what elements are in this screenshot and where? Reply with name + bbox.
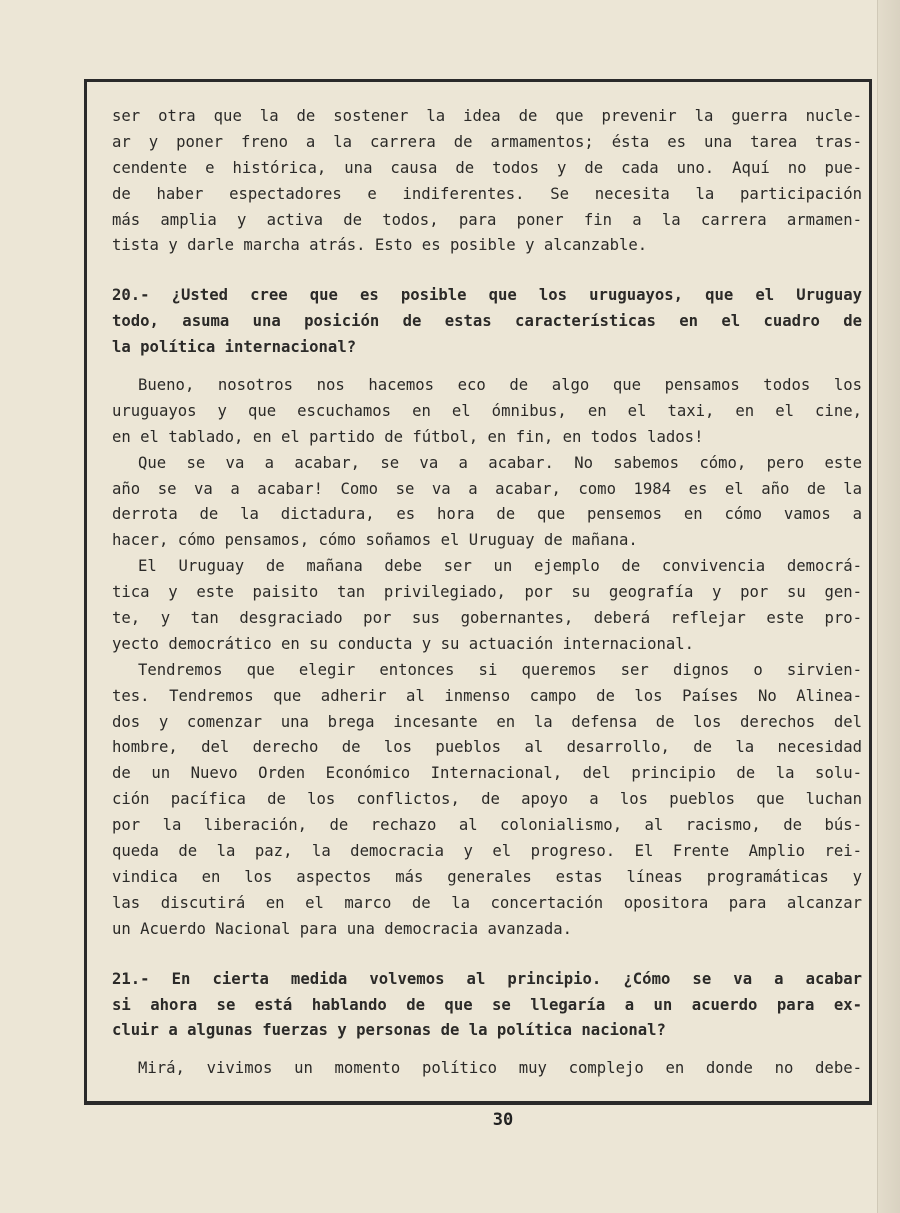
question-line: si ahora se está hablando de que se llegaría a un acuerdo para ex- <box>112 995 862 1014</box>
text-line: en el tablado, en el partido de fútbol, en fin, en todos lados! <box>112 427 704 446</box>
paragraph-1 <box>112 104 862 259</box>
text-line: de un Nuevo Orden Económico Internacional, del principio de la solu- <box>112 764 862 783</box>
text-line: ser otra que la de sostener la idea de que prevenir la guerra nucle- <box>112 107 862 125</box>
text-line: vindica en los aspectos más generales estas líneas programáticas y <box>112 867 862 886</box>
text-line: tica y este paisito tan privilegiado, por su geografía y por su gen- <box>112 583 862 602</box>
page-number: 30 <box>492 1110 514 1130</box>
text-line: año se va a acabar! Como se va a acabar, como 1984 es el año de la <box>112 479 862 498</box>
text-line: por la liberación, de rechazo al colonialismo, al racismo, de bús- <box>112 816 862 835</box>
text-line: yecto democrático en su conducta y su actuación internacional. <box>112 634 695 653</box>
text-line: ar y poner freno a la carrera de armamentos; ésta es una tarea tras- <box>112 132 862 151</box>
answer-20-paragraph-4 <box>112 658 862 943</box>
text-line: dos y comenzar una brega incesante en la defensa de los derechos del <box>112 712 862 731</box>
page-body <box>112 104 862 1082</box>
text-line: Tendremos que elegir entonces si queremos ser dignos o sirvien- <box>138 660 862 679</box>
question-line: cluir a algunas fuerzas y personas de la política nacional? <box>112 1021 666 1040</box>
answer-21-paragraph-1 <box>112 1056 862 1082</box>
answer-20-paragraph-2 <box>112 451 862 555</box>
text-line: te, y tan desgraciado por sus gobernantes, deberá reflejar este pro- <box>112 609 862 628</box>
page-edge <box>877 0 900 1213</box>
text-line: cendente e histórica, una causa de todos y de cada uno. Aquí no pue- <box>112 158 862 177</box>
question-20 <box>112 283 862 361</box>
text-line: Mirá, vivimos un momento político muy complejo en donde no debe- <box>138 1059 862 1078</box>
text-line: tista y darle marcha atrás. Esto es posible y alcanzable. <box>112 236 648 255</box>
answer-20-paragraph-3 <box>112 554 862 658</box>
question-line: la política internacional? <box>112 338 357 357</box>
text-line: hacer, cómo pensamos, cómo soñamos el Uruguay de mañana. <box>112 531 638 550</box>
text-line: Bueno, nosotros nos hacemos eco de algo que pensamos todos los <box>138 376 862 395</box>
text-line: queda de la paz, la democracia y el progreso. El Frente Amplio rei- <box>112 842 862 861</box>
text-line: un Acuerdo Nacional para una democracia avanzada. <box>112 919 573 938</box>
text-line: tes. Tendremos que adherir al inmenso campo de los Países No Alinea- <box>112 686 862 705</box>
answer-20-paragraph-1 <box>112 373 862 451</box>
question-line: 21.- En cierta medida volvemos al principio. ¿Cómo se va a acabar <box>112 969 862 988</box>
text-line: El Uruguay de mañana debe ser un ejemplo de convivencia democrá- <box>138 557 862 576</box>
question-line: todo, asuma una posición de estas características en el cuadro de <box>112 312 862 331</box>
text-line: de haber espectadores e indiferentes. Se necesita la participación <box>112 184 862 203</box>
text-line: derrota de la dictadura, es hora de que pensemos en cómo vamos a <box>112 505 862 524</box>
question-line: 20.- ¿Usted cree que es posible que los uruguayos, que el Uruguay <box>112 286 862 305</box>
text-line: Que se va a acabar, se va a acabar. No sabemos cómo, pero este <box>138 453 862 472</box>
text-line: más amplia y activa de todos, para poner fin a la carrera armamen- <box>112 210 862 229</box>
text-line: las discutirá en el marco de la concertación opositora para alcanzar <box>112 893 862 912</box>
text-line: hombre, del derecho de los pueblos al desarrollo, de la necesidad <box>112 738 862 757</box>
text-line: ción pacífica de los conflictos, de apoyo a los pueblos que luchan <box>112 790 862 809</box>
text-line: uruguayos y que escuchamos en el ómnibus, en el taxi, en el cine, <box>112 401 862 420</box>
question-21 <box>112 967 862 1045</box>
